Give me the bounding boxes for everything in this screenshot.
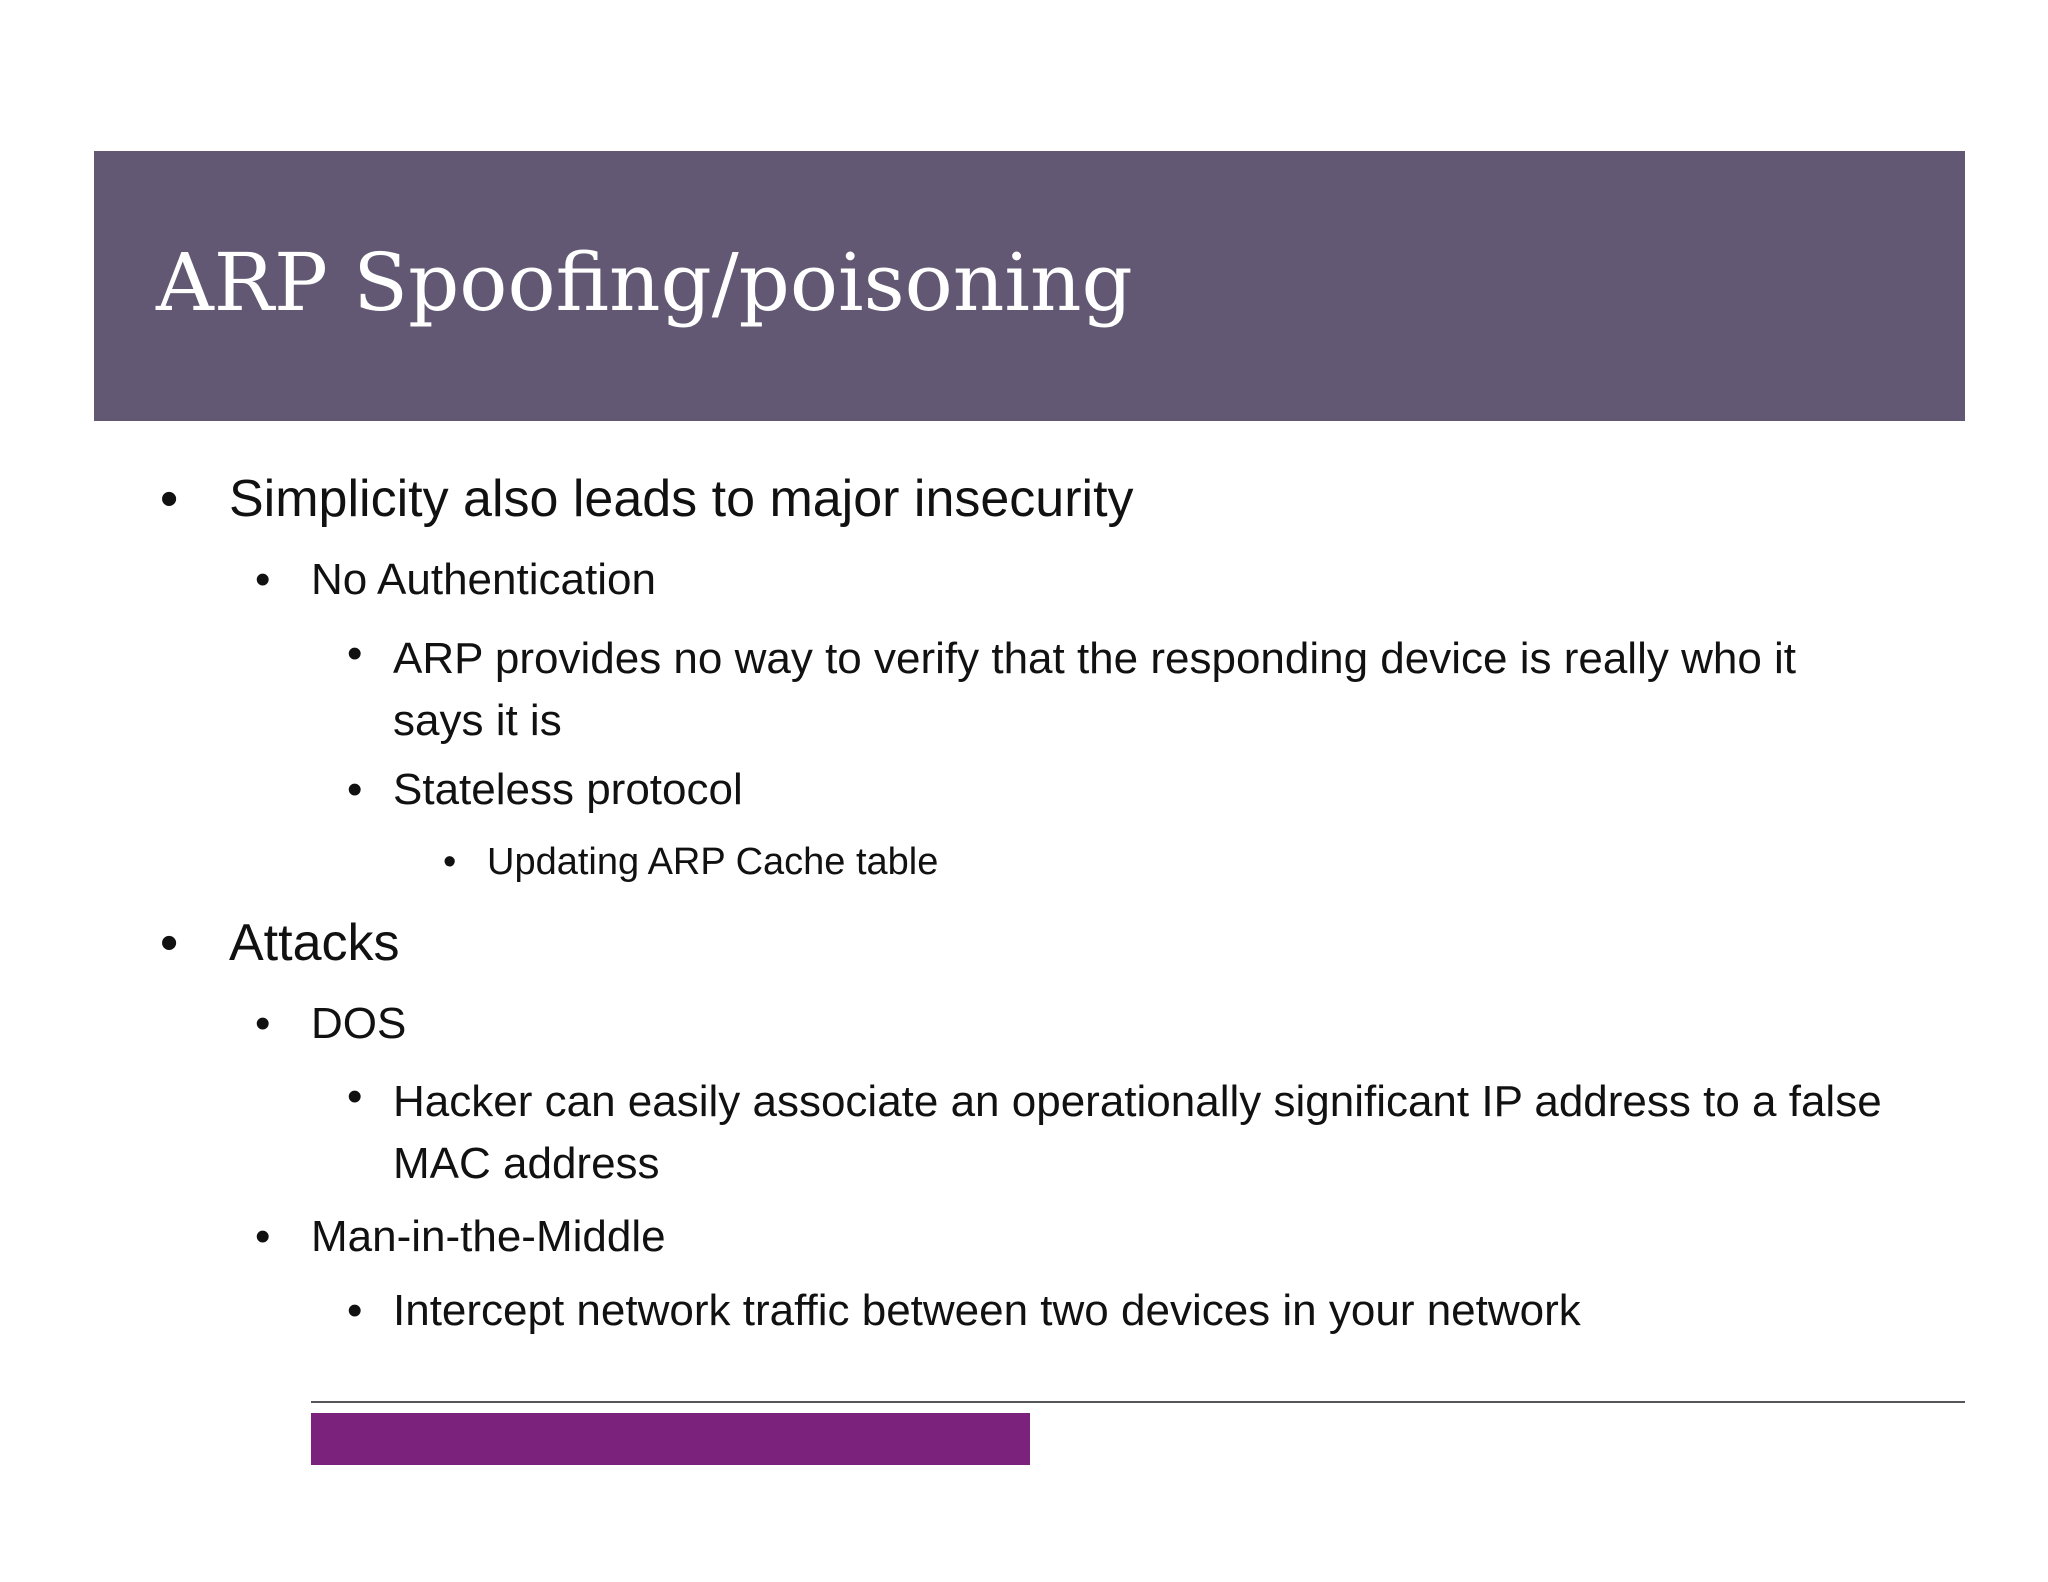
bullet-dot: • — [255, 999, 271, 1048]
bullet-dot: • — [160, 470, 179, 528]
bullet-text: Man-in-the-Middle — [311, 1212, 666, 1261]
bullet-level2-man-in-the-middle — [255, 1211, 666, 1264]
footer-accent-bar — [311, 1413, 1030, 1465]
bullet-level4-updating-cache — [443, 840, 938, 886]
bullet-dot: • — [347, 765, 363, 814]
bullet-text: Intercept network traffic between two devices in your network — [393, 1286, 1581, 1335]
bullet-level3-arp-verify — [347, 628, 1883, 752]
bullet-dot: • — [347, 1072, 363, 1121]
bullet-level2-no-authentication — [255, 554, 656, 607]
bullet-level3-stateless — [347, 764, 1993, 817]
bullet-level3-intercept — [347, 1285, 1993, 1338]
bullet-dot: • — [160, 914, 179, 972]
bullet-text: Updating ARP Cache table — [487, 841, 939, 883]
bullet-level2-dos — [255, 998, 406, 1051]
bullet-dot: • — [443, 841, 457, 883]
bullet-level3-hacker — [347, 1071, 1883, 1195]
bullet-level1-simplicity — [160, 468, 1134, 530]
title-bar — [94, 151, 1965, 421]
footer-divider-line — [311, 1401, 1965, 1403]
bullet-text: Hacker can easily associate an operationally significant IP address to a false MAC address — [393, 1077, 1882, 1188]
bullet-text: ARP provides no way to verify that the responding device is really who it says it is — [393, 634, 1797, 745]
bullet-dot: • — [255, 555, 271, 604]
bullet-text: Stateless protocol — [393, 765, 743, 814]
bullet-text: Attacks — [229, 914, 400, 972]
bullet-text: No Authentication — [311, 555, 656, 604]
bullet-text: DOS — [311, 999, 407, 1048]
bullet-dot: • — [347, 1286, 363, 1335]
bullet-dot: • — [255, 1212, 271, 1261]
bullet-text: Simplicity also leads to major insecurity — [229, 470, 1134, 528]
bullet-level1-attacks — [160, 912, 400, 974]
bullet-dot: • — [347, 629, 363, 678]
slide-title: ARP Spoofing/poisoning — [156, 236, 1133, 329]
